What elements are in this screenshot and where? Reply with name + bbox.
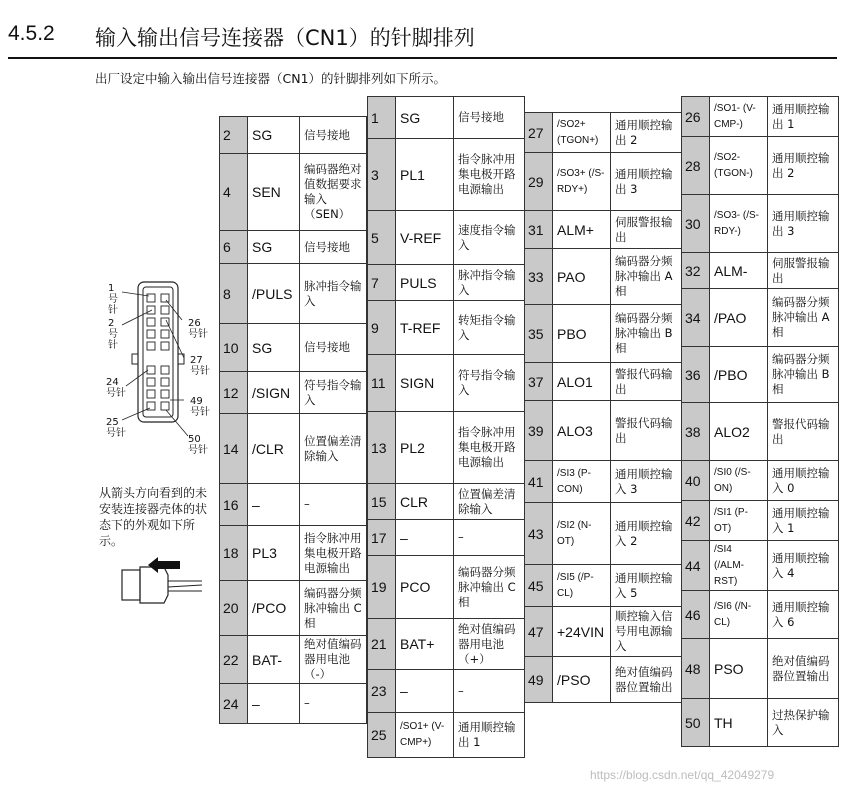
connector-label: 50号针 (188, 434, 208, 456)
pin-number: 21 (368, 619, 396, 670)
table-row (682, 253, 839, 289)
signal-description: 通用顺控输入 2 (611, 503, 682, 565)
signal-name: CLR (396, 484, 454, 520)
pin-number: 50 (682, 699, 710, 747)
pin-number: 41 (525, 461, 553, 503)
signal-description: 指令脉冲用集电极开路电源输出 (454, 412, 525, 484)
connector-label: 2号针 (108, 318, 118, 351)
signal-name: ALO3 (553, 401, 611, 461)
signal-description: 通用顺控输出 1 (768, 97, 839, 137)
table-row (368, 211, 525, 265)
signal-name: /SI2 (N-OT) (553, 503, 611, 565)
pin-table-3 (524, 112, 682, 703)
pin-number: 2 (220, 117, 248, 154)
signal-description: 通用顺控输入 0 (768, 461, 839, 501)
table-row (220, 231, 367, 264)
pin-table-2 (367, 96, 525, 758)
pin-number: 22 (220, 636, 248, 684)
signal-name: /PCO (248, 581, 300, 636)
table-row (525, 565, 682, 607)
pin-number: 10 (220, 324, 248, 372)
signal-description: 警报代码输出 (768, 403, 839, 461)
connector-label: 24号针 (106, 377, 126, 399)
table-row (525, 249, 682, 305)
signal-description: 警报代码输出 (611, 401, 682, 461)
signal-description: 转矩指令输入 (454, 301, 525, 355)
signal-description: 符号指令输入 (454, 355, 525, 412)
pin-number: 25 (368, 713, 396, 758)
table-row (220, 414, 367, 484)
table-row (682, 541, 839, 591)
table-row (220, 154, 367, 231)
signal-description: 通用顺控输入 5 (611, 565, 682, 607)
signal-name: /SO1+ (V-CMP+) (396, 713, 454, 758)
signal-description: 位置偏差清除输入 (300, 414, 367, 484)
header-rule (8, 57, 837, 59)
table-row (220, 117, 367, 154)
pin-number: 12 (220, 372, 248, 414)
signal-description: 绝对值编码器位置输出 (611, 657, 682, 703)
pin-number: 18 (220, 526, 248, 581)
signal-name: SG (248, 117, 300, 154)
signal-name: /SI1 (P-OT) (710, 501, 768, 541)
table-row (220, 526, 367, 581)
intro-text: 出厂设定中输入输出信号连接器（CN1）的针脚排列如下所示。 (95, 71, 447, 86)
pin-number: 36 (682, 347, 710, 403)
table-row (682, 195, 839, 253)
table-row (682, 639, 839, 699)
pin-table-4 (681, 96, 839, 747)
table-row (220, 636, 367, 684)
table-row (525, 401, 682, 461)
table-row (368, 619, 525, 670)
pin-number: 31 (525, 211, 553, 249)
pin-number: 8 (220, 264, 248, 324)
table-row (682, 347, 839, 403)
signal-description: 通用顺控输入 3 (611, 461, 682, 503)
signal-name: SG (248, 324, 300, 372)
signal-description: 信号接地 (300, 117, 367, 154)
signal-name: /CLR (248, 414, 300, 484)
pin-number: 19 (368, 556, 396, 619)
pin-number: 42 (682, 501, 710, 541)
signal-description: 绝对值编码器用电池（+） (454, 619, 525, 670)
table-row (682, 461, 839, 501)
table-row (525, 113, 682, 153)
signal-name: – (248, 484, 300, 526)
table-row (525, 211, 682, 249)
signal-name: /SO3- (/S-RDY-) (710, 195, 768, 253)
signal-description: – (300, 484, 367, 526)
pin-number: 30 (682, 195, 710, 253)
signal-description: 通用顺控输入 4 (768, 541, 839, 591)
signal-name: PAO (553, 249, 611, 305)
signal-description: 伺服警报输出 (768, 253, 839, 289)
signal-description: – (300, 684, 367, 724)
signal-name: /SI4 (/ALM-RST) (710, 541, 768, 591)
section-number: 4.5.2 (8, 22, 55, 45)
table-row (368, 670, 525, 713)
signal-description: 通用顺控输出 2 (768, 137, 839, 195)
signal-name: PL1 (396, 139, 454, 211)
signal-name: V-REF (396, 211, 454, 265)
table-row (368, 520, 525, 556)
signal-description: 指令脉冲用集电极开路电源输出 (454, 139, 525, 211)
signal-description: 位置偏差清除输入 (454, 484, 525, 520)
pin-number: 32 (682, 253, 710, 289)
table-row (220, 581, 367, 636)
signal-name: SIGN (396, 355, 454, 412)
table-row (525, 657, 682, 703)
table-row (368, 301, 525, 355)
pin-number: 29 (525, 153, 553, 211)
signal-description: 编码器分频脉冲输出 A 相 (768, 289, 839, 347)
connector-label: 25号针 (106, 417, 126, 439)
table-row (220, 484, 367, 526)
signal-name: BAT- (248, 636, 300, 684)
pin-number: 46 (682, 591, 710, 639)
signal-description: 编码器分频脉冲输出 C 相 (454, 556, 525, 619)
signal-name: PL3 (248, 526, 300, 581)
connector-plug-icon (110, 555, 210, 615)
table-row (525, 607, 682, 657)
pin-number: 28 (682, 137, 710, 195)
table-row (220, 684, 367, 724)
pin-number: 11 (368, 355, 396, 412)
signal-name: /SO3+ (/S-RDY+) (553, 153, 611, 211)
signal-name: SEN (248, 154, 300, 231)
signal-name: /PBO (710, 347, 768, 403)
table-row (368, 265, 525, 301)
table-row (368, 713, 525, 758)
signal-description: 脉冲指令输入 (454, 265, 525, 301)
signal-name: PULS (396, 265, 454, 301)
pin-number: 17 (368, 520, 396, 556)
table-row (682, 591, 839, 639)
table-row (525, 363, 682, 401)
pin-number: 1 (368, 97, 396, 139)
table-row (682, 289, 839, 347)
signal-description: 符号指令输入 (300, 372, 367, 414)
pin-number: 6 (220, 231, 248, 264)
connector-label: 49号针 (190, 396, 210, 418)
pin-number: 4 (220, 154, 248, 231)
table-row (368, 97, 525, 139)
pin-number: 37 (525, 363, 553, 401)
signal-name: /SO1- (V-CMP-) (710, 97, 768, 137)
table-row (682, 97, 839, 137)
signal-description: – (454, 520, 525, 556)
signal-description: 通用顺控输出 1 (454, 713, 525, 758)
signal-name: – (396, 520, 454, 556)
table-row (368, 484, 525, 520)
pin-number: 20 (220, 581, 248, 636)
connector-label: 27号针 (190, 355, 210, 377)
signal-name: /SI5 (/P-CL) (553, 565, 611, 607)
signal-name: /SI3 (P-CON) (553, 461, 611, 503)
signal-name: SG (248, 231, 300, 264)
connector-label: 1号针 (108, 283, 118, 316)
table-row (220, 324, 367, 372)
signal-name: /SO2+ (TGON+) (553, 113, 611, 153)
signal-description: 指令脉冲用集电极开路电源输出 (300, 526, 367, 581)
pin-number: 47 (525, 607, 553, 657)
signal-name: /SIGN (248, 372, 300, 414)
signal-description: 通用顺控输出 3 (611, 153, 682, 211)
signal-name: T-REF (396, 301, 454, 355)
table-row (368, 556, 525, 619)
signal-name: /PULS (248, 264, 300, 324)
signal-description: 顺控输入信号用电源输入 (611, 607, 682, 657)
pin-number: 43 (525, 503, 553, 565)
signal-name: – (396, 670, 454, 713)
pin-number: 5 (368, 211, 396, 265)
table-row (525, 153, 682, 211)
signal-description: 编码器分频脉冲输出 A 相 (611, 249, 682, 305)
signal-description: – (454, 670, 525, 713)
pin-number: 48 (682, 639, 710, 699)
table-row (682, 403, 839, 461)
signal-name: /SI0 (/S-ON) (710, 461, 768, 501)
pin-table-1 (219, 116, 367, 724)
table-row (525, 503, 682, 565)
signal-description: 通用顺控输出 2 (611, 113, 682, 153)
pin-number: 23 (368, 670, 396, 713)
pin-number: 45 (525, 565, 553, 607)
pin-number: 49 (525, 657, 553, 703)
signal-name: /PSO (553, 657, 611, 703)
signal-name: – (248, 684, 300, 724)
signal-name: PBO (553, 305, 611, 363)
pin-number: 16 (220, 484, 248, 526)
signal-description: 信号接地 (300, 231, 367, 264)
signal-name: PSO (710, 639, 768, 699)
table-row (525, 305, 682, 363)
pin-number: 24 (220, 684, 248, 724)
table-row (682, 501, 839, 541)
section-title: 输入输出信号连接器（CN1）的针脚排列 (95, 26, 475, 50)
pin-number: 3 (368, 139, 396, 211)
table-row (220, 264, 367, 324)
pin-number: 35 (525, 305, 553, 363)
pin-number: 26 (682, 97, 710, 137)
pin-number: 40 (682, 461, 710, 501)
pin-number: 44 (682, 541, 710, 591)
connector-note: 从箭头方向看到的未安装连接器壳体的状态下的外观如下所示。 (99, 486, 208, 548)
signal-description: 信号接地 (300, 324, 367, 372)
signal-name: SG (396, 97, 454, 139)
table-row (368, 355, 525, 412)
signal-name: ALM- (710, 253, 768, 289)
pin-number: 34 (682, 289, 710, 347)
pin-number: 15 (368, 484, 396, 520)
pin-number: 13 (368, 412, 396, 484)
signal-name: PCO (396, 556, 454, 619)
signal-name: /PAO (710, 289, 768, 347)
pin-number: 9 (368, 301, 396, 355)
table-row (220, 372, 367, 414)
pin-number: 39 (525, 401, 553, 461)
signal-name: /SI6 (/N-CL) (710, 591, 768, 639)
signal-description: 通用顺控输入 1 (768, 501, 839, 541)
pin-number: 38 (682, 403, 710, 461)
watermark: https://blog.csdn.net/qq_42049279 (590, 768, 775, 782)
signal-description: 绝对值编码器用电池（-） (300, 636, 367, 684)
signal-description: 通用顺控输入 6 (768, 591, 839, 639)
signal-description: 编码器绝对值数据要求输入（SEN） (300, 154, 367, 231)
signal-name: TH (710, 699, 768, 747)
signal-name: ALO1 (553, 363, 611, 401)
table-row (368, 139, 525, 211)
table-row (368, 412, 525, 484)
pin-number: 7 (368, 265, 396, 301)
signal-description: 警报代码输出 (611, 363, 682, 401)
table-row (525, 461, 682, 503)
connector-label: 26号针 (188, 318, 208, 340)
signal-description: 信号接地 (454, 97, 525, 139)
signal-name: ALO2 (710, 403, 768, 461)
pin-number: 14 (220, 414, 248, 484)
signal-description: 编码器分频脉冲输出 C 相 (300, 581, 367, 636)
pin-number: 27 (525, 113, 553, 153)
signal-name: +24VIN (553, 607, 611, 657)
signal-name: PL2 (396, 412, 454, 484)
signal-description: 伺服警报输出 (611, 211, 682, 249)
signal-name: ALM+ (553, 211, 611, 249)
signal-description: 过热保护输入 (768, 699, 839, 747)
signal-name: /SO2- (TGON-) (710, 137, 768, 195)
table-row (682, 137, 839, 195)
signal-description: 脉冲指令输入 (300, 264, 367, 324)
signal-description: 速度指令输入 (454, 211, 525, 265)
table-row (682, 699, 839, 747)
signal-description: 编码器分频脉冲输出 B 相 (611, 305, 682, 363)
signal-description: 通用顺控输出 3 (768, 195, 839, 253)
signal-name: BAT+ (396, 619, 454, 670)
signal-description: 绝对值编码器位置输出 (768, 639, 839, 699)
signal-description: 编码器分频脉冲输出 B 相 (768, 347, 839, 403)
pin-number: 33 (525, 249, 553, 305)
